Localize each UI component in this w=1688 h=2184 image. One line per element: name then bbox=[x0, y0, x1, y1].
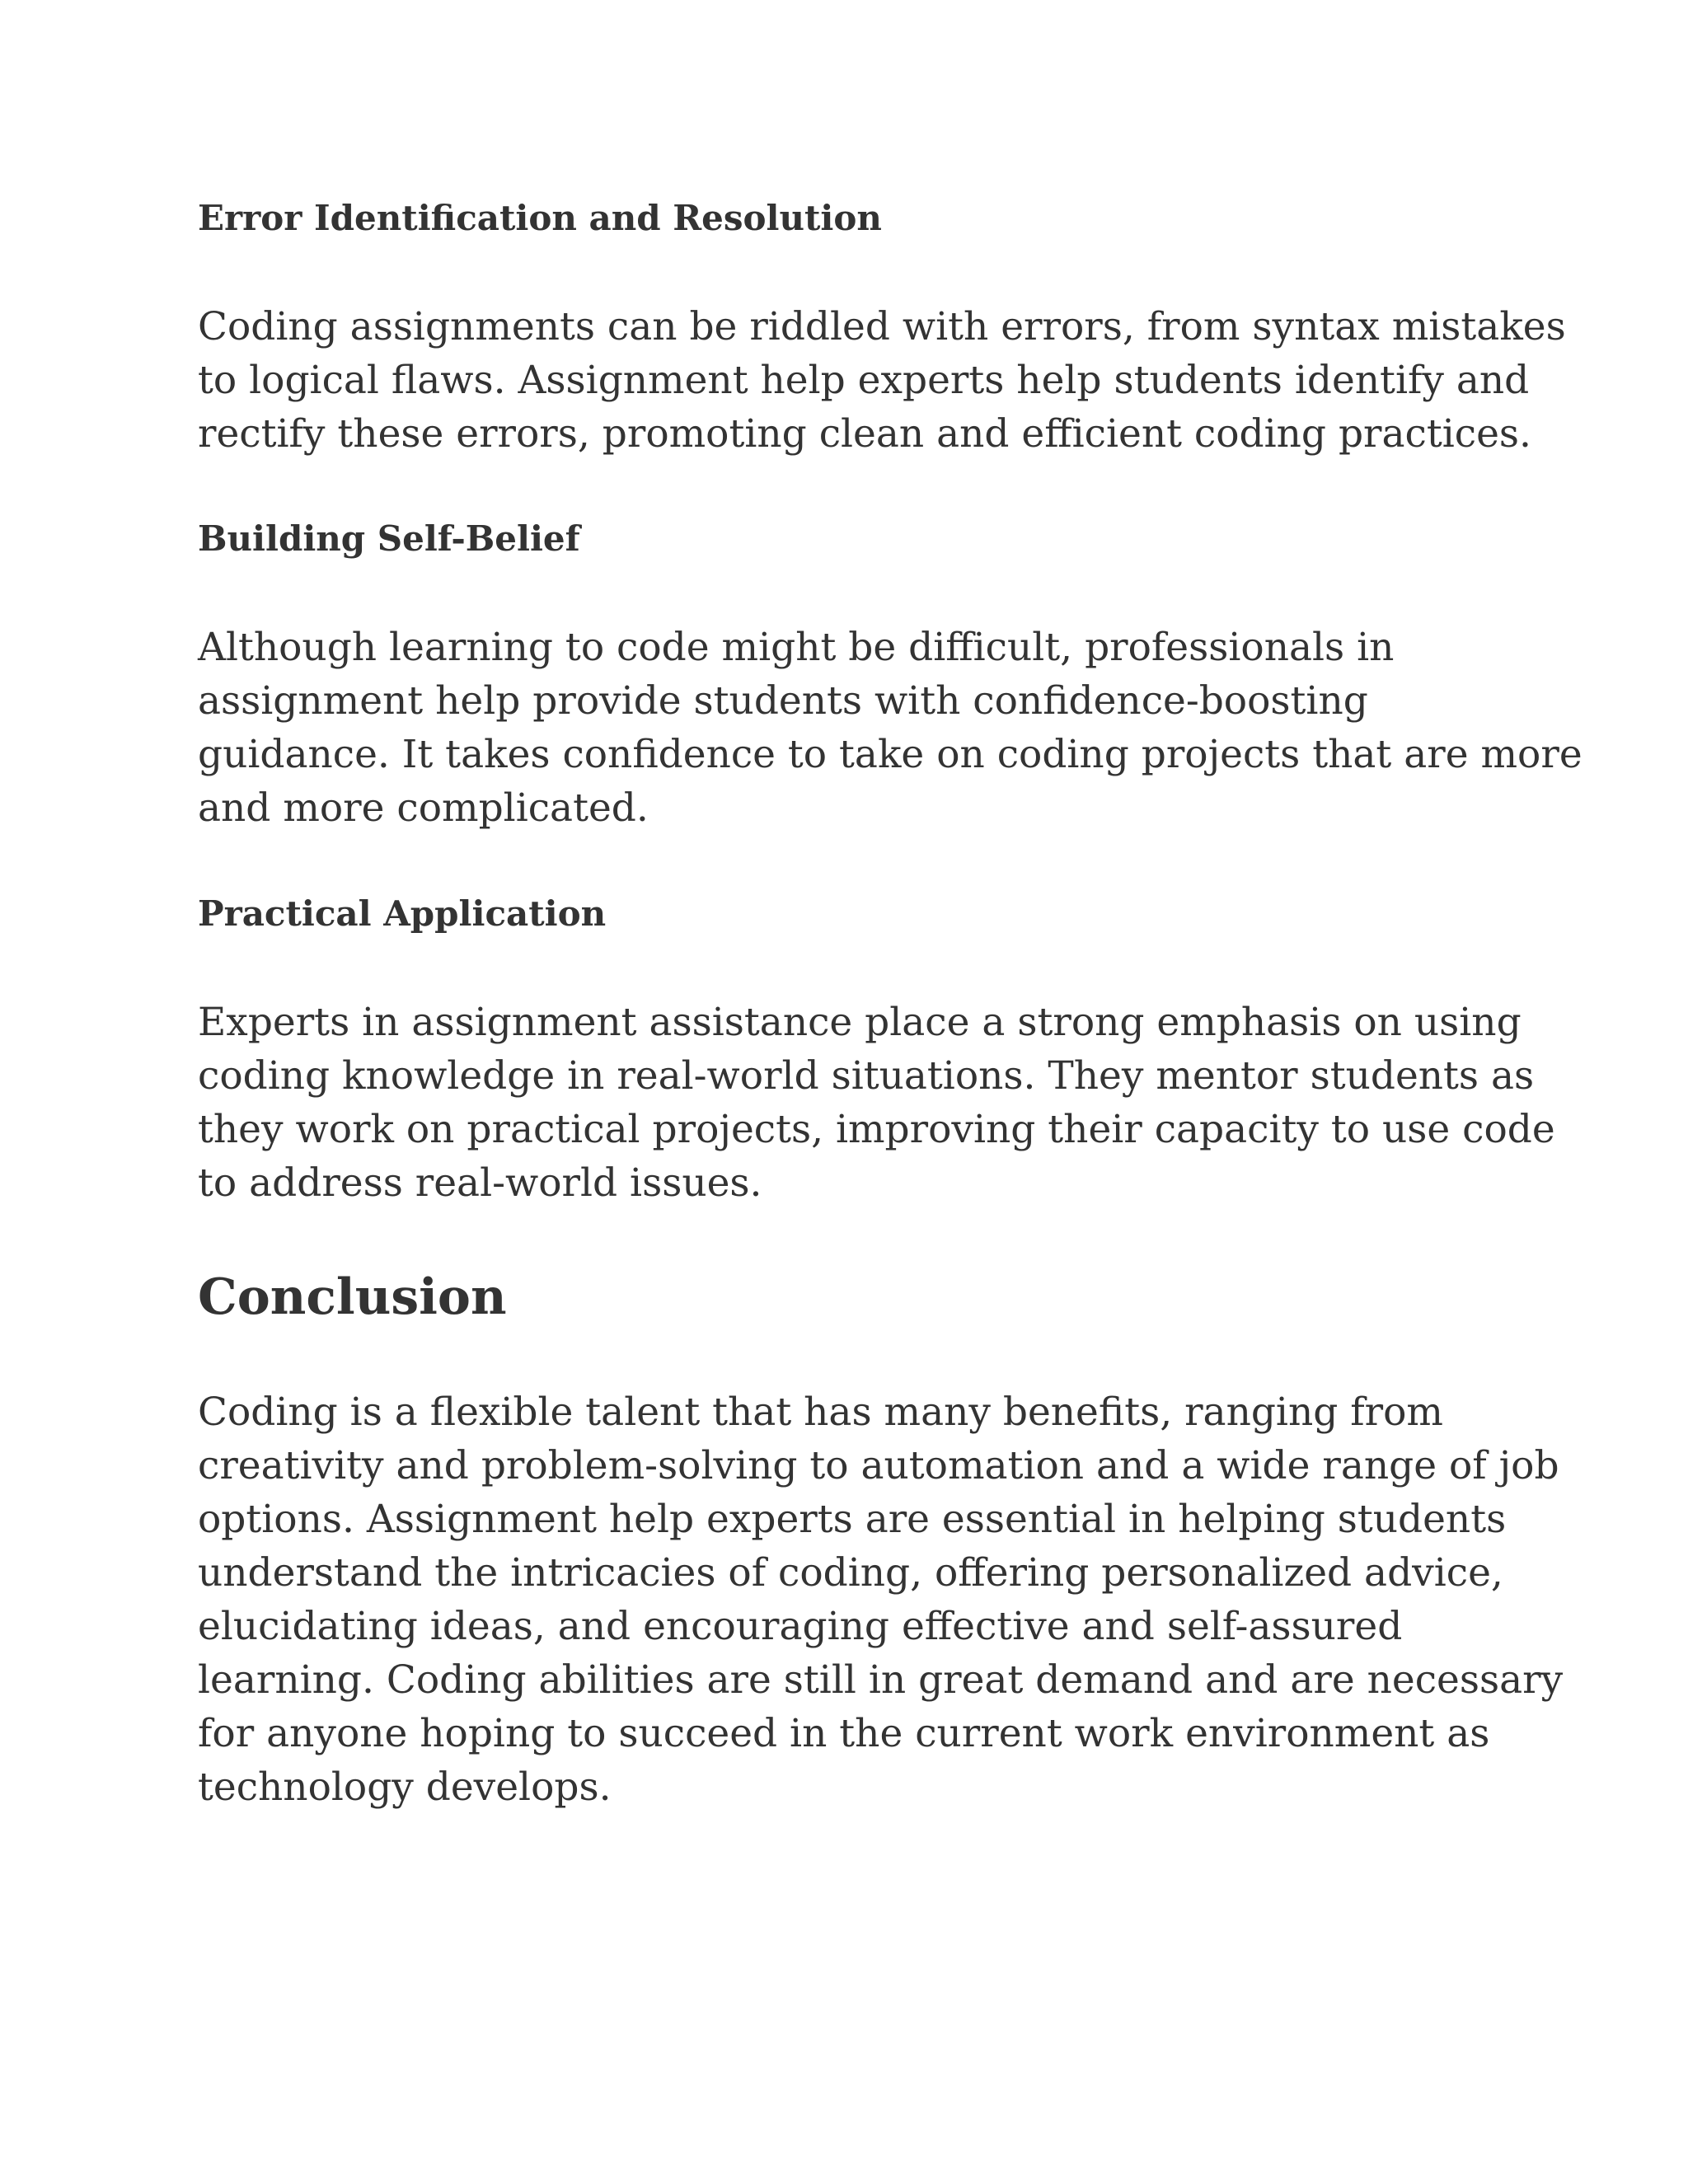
paragraph-line: elucidating ideas, and encouraging effective and self-assured bbox=[198, 1604, 1403, 1649]
paragraph-line: Coding is a flexible talent that has many benefits, ranging from bbox=[198, 1390, 1443, 1435]
paragraph-line: Experts in assignment assistance place a strong emphasis on using bbox=[198, 1000, 1522, 1045]
section-paragraph-practical-application bbox=[198, 996, 1555, 1210]
paragraph-line: to logical flaws. Assignment help experts help students identify and bbox=[198, 358, 1530, 403]
paragraph-line: for anyone hoping to succeed in the current work environment as bbox=[198, 1711, 1490, 1756]
paragraph-line: they work on practical projects, improving their capacity to use code bbox=[198, 1107, 1555, 1152]
section-paragraph-building-self-belief bbox=[198, 621, 1582, 835]
conclusion-heading: Conclusion bbox=[198, 1268, 507, 1326]
section-heading-building-self-belief: Building Self-Belief bbox=[198, 518, 580, 559]
section-heading-error-identification: Error Identification and Resolution bbox=[198, 198, 882, 238]
paragraph-line: Coding assignments can be riddled with errors, from syntax mistakes bbox=[198, 304, 1566, 349]
paragraph-line: Although learning to code might be difficult, professionals in bbox=[198, 625, 1395, 670]
paragraph-line: to address real-world issues. bbox=[198, 1160, 762, 1206]
paragraph-line: and more complicated. bbox=[198, 785, 649, 831]
paragraph-line: understand the intricacies of coding, offering personalized advice, bbox=[198, 1550, 1503, 1596]
paragraph-line: assignment help provide students with confidence-boosting bbox=[198, 678, 1368, 724]
section-heading-practical-application: Practical Application bbox=[198, 893, 607, 934]
paragraph-line: creativity and problem-solving to automation and a wide range of job bbox=[198, 1443, 1559, 1488]
paragraph-line: learning. Coding abilities are still in great demand and are necessary bbox=[198, 1657, 1564, 1703]
paragraph-line: technology develops. bbox=[198, 1765, 612, 1810]
paragraph-line: rectify these errors, promoting clean and efficient coding practices. bbox=[198, 411, 1531, 457]
paragraph-line: guidance. It takes confidence to take on coding projects that are more bbox=[198, 732, 1582, 777]
paragraph-line: coding knowledge in real-world situations. They mentor students as bbox=[198, 1053, 1535, 1099]
paragraph-line: options. Assignment help experts are essential in helping students bbox=[198, 1497, 1507, 1542]
section-paragraph-error-identification bbox=[198, 300, 1566, 461]
conclusion-paragraph bbox=[198, 1385, 1564, 1814]
